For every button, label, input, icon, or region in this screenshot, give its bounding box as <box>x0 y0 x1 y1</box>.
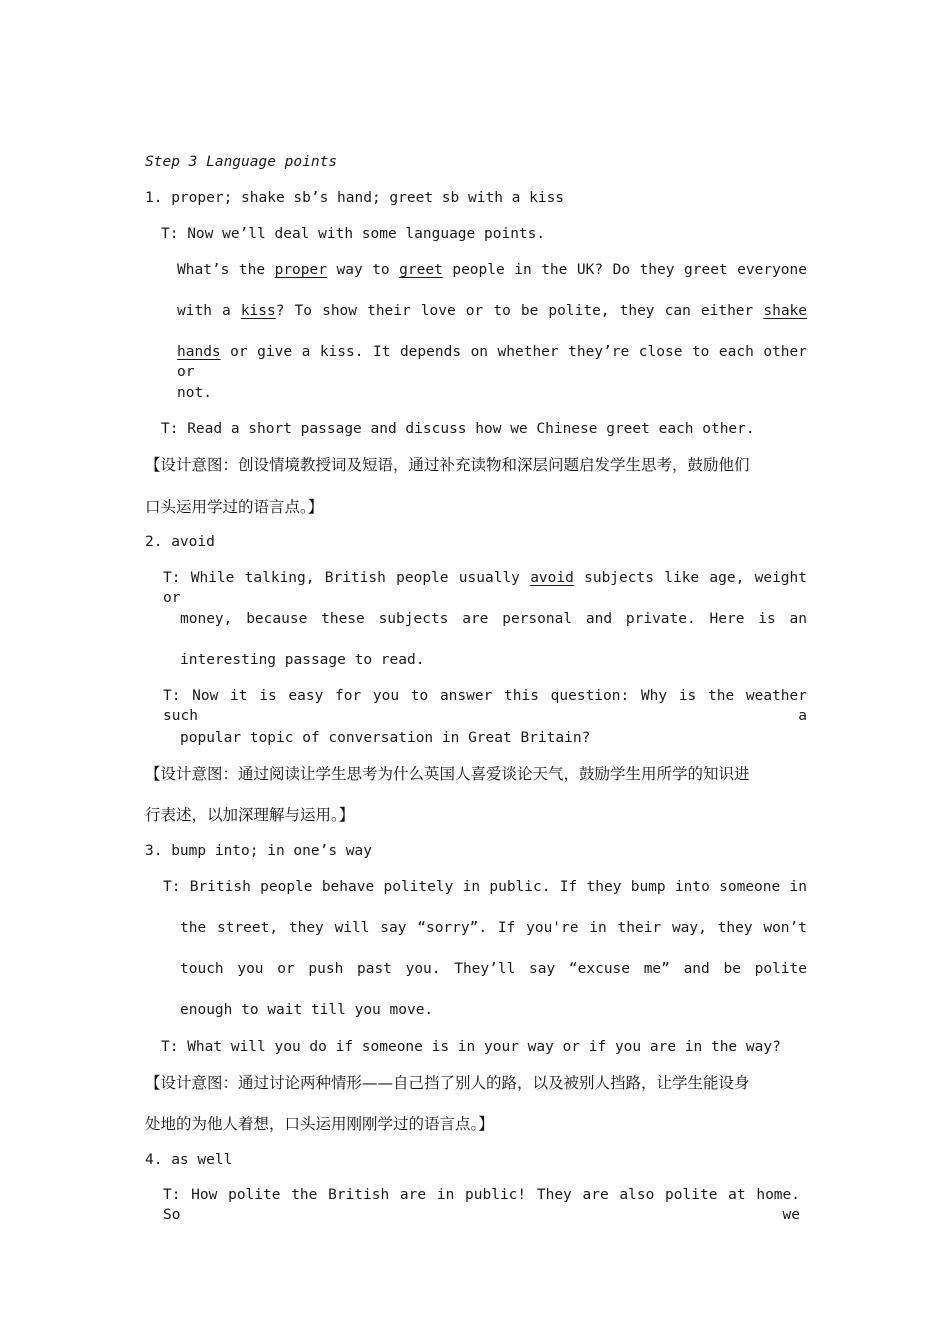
item-3-design-intent-line-1: 【设计意图：通过讨论两种情形——自己挡了别人的路，以及被别人挡路，让学生能设身 <box>145 1074 750 1092</box>
keyword-greet: greet <box>399 262 443 278</box>
item-1-teacher-line-2: T: Read a short passage and discuss how we Chinese greet each other. <box>161 421 755 437</box>
passage-text: the street, they will say “sorry”. If you're in their way, they won’t <box>180 920 807 936</box>
passage-text: or give a kiss. It depends on whether they’re close to each other or <box>177 344 807 380</box>
step-title: Step 3 Language points <box>145 154 338 170</box>
item-3-design-intent-line-2: 处地的为他人着想，口头运用刚刚学过的语言点。】 <box>145 1115 494 1133</box>
item-4-heading: 4. as well <box>145 1152 233 1168</box>
passage-text: T: British people behave politely in public. If they bump into someone in <box>163 879 807 895</box>
keyword-avoid: avoid <box>530 570 574 586</box>
passage-text: people in the UK? Do they greet everyone <box>442 262 807 278</box>
item-2-teacher-line-2 <box>163 686 807 726</box>
passage-text: What’s the <box>177 262 275 278</box>
keyword-hands: hands <box>177 344 221 360</box>
item-1-passage-line-2 <box>177 301 807 321</box>
passage-text: ? To show their love or to be polite, they can either <box>275 303 764 319</box>
item-2-design-intent-line-2: 行表述，以加深理解与运用。】 <box>145 806 355 824</box>
item-1-heading: 1. proper; shake sb’s hand; greet sb with a kiss <box>145 190 565 206</box>
item-2-teacher-line-1-end: interesting passage to read. <box>180 652 425 668</box>
passage-text: subjects like age, weight or <box>163 570 807 606</box>
item-2-design-intent-line-1: 【设计意图：通过阅读让学生思考为什么英国人喜爱谈论天气，鼓励学生用所学的知识进 <box>145 765 750 783</box>
passage-text: T: How polite the British are in public! They are also polite at home. So we <box>163 1187 800 1223</box>
item-3-teacher-line-1-cont-1 <box>180 918 807 938</box>
item-4-teacher-line-1 <box>163 1185 800 1225</box>
item-1-passage-line-4: not. <box>177 385 212 401</box>
item-2-teacher-line-1 <box>163 568 807 608</box>
item-3-teacher-line-1 <box>163 877 807 897</box>
item-1-passage-line-3 <box>177 342 807 382</box>
passage-text: with a <box>177 303 241 319</box>
item-1-design-intent-line-2: 口头运用学过的语言点。】 <box>145 498 324 516</box>
passage-text: T: Now it is easy for you to answer this question: Why is the weather such a <box>163 688 807 724</box>
item-2-teacher-line-2-end: popular topic of conversation in Great Britain? <box>180 730 591 746</box>
passage-text: way to <box>326 262 400 278</box>
item-3-teacher-line-2: T: What will you do if someone is in your way or if you are in the way? <box>161 1039 781 1055</box>
item-2-heading: 2. avoid <box>145 534 215 550</box>
keyword-shake: shake <box>763 303 808 319</box>
keyword-proper: proper <box>274 262 327 278</box>
item-1-passage-line-1 <box>177 260 807 280</box>
item-3-heading: 3. bump into; in one’s way <box>145 843 372 859</box>
item-1-teacher-line-1: T: Now we’ll deal with some language points. <box>161 226 546 242</box>
item-2-teacher-line-1-cont <box>180 609 807 629</box>
item-3-teacher-line-1-end: enough to wait till you move. <box>180 1002 434 1018</box>
passage-text: T: While talking, British people usually <box>163 570 531 586</box>
item-1-design-intent-line-1: 【设计意图：创设情境教授词及短语，通过补充读物和深层问题启发学生思考，鼓励他们 <box>145 456 750 474</box>
passage-text: touch you or push past you. They’ll say “excuse me” and be polite <box>180 961 807 977</box>
keyword-kiss: kiss <box>240 303 276 319</box>
passage-text: money, because these subjects are personal and private. Here is an <box>180 611 807 627</box>
item-3-teacher-line-1-cont-2 <box>180 959 807 979</box>
